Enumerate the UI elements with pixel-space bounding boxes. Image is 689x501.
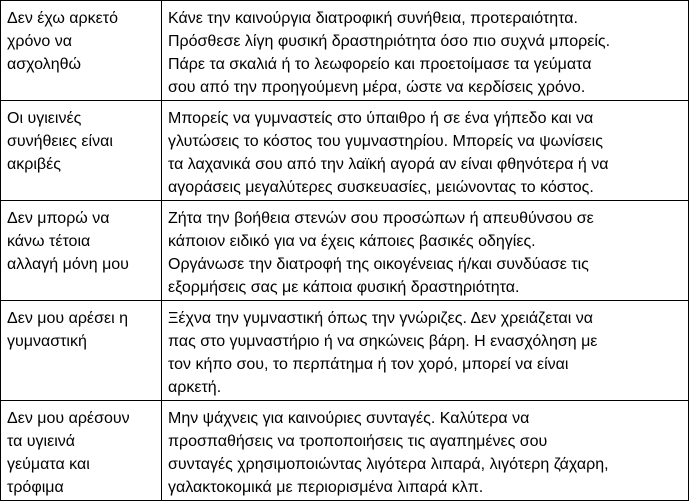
advice-line: γαλακτοκομικά με περιορισμένα λιπαρά κλπ. <box>168 479 484 496</box>
table-row <box>1 101 689 201</box>
advice-cell <box>162 101 689 201</box>
concern-line: τα υγιεινά <box>7 433 76 450</box>
advice-line: εξορμήσεις σας με κάποια φυσική δραστηριότητα. <box>168 279 520 296</box>
table-row <box>1 301 689 401</box>
advice-line: Οργάνωσε την διατροφή της οικογένειας ή/και συνδύασε τις <box>168 256 589 273</box>
advice-line: Πρόσθεσε λίγη φυσική δραστηριότητα όσο πιο συχνά μπορείς. <box>168 33 611 50</box>
concern-line: Δεν μου αρέσει η <box>7 310 128 327</box>
advice-line: Ξέχνα την γυμναστική όπως την γνώριζες. Δεν χρειάζεται να <box>168 310 593 327</box>
advice-line: προσπαθήσεις να τροποποιήσεις τις αγαπημένες σου <box>168 433 548 450</box>
concern-cell <box>1 201 162 301</box>
advice-cell <box>162 201 689 301</box>
concern-line: κάνω τέτοια <box>7 233 91 250</box>
concern-line: Οι υγιεινές <box>7 110 82 127</box>
advice-line: τα λαχανικά σου από την λαϊκή αγορά αν είναι φθηνότερα ή να <box>168 156 609 173</box>
advice-line: Πάρε τα σκαλιά ή το λεωφορείο και προετοίμασε τα γεύματα <box>168 56 592 73</box>
concern-line: ασχοληθώ <box>7 56 81 73</box>
concern-cell <box>1 101 162 201</box>
table-row <box>1 201 689 301</box>
concern-line: Δεν μπορώ να <box>7 210 110 227</box>
concern-cell <box>1 401 162 501</box>
advice-line: Ζήτα την βοήθεια στενών σου προσώπων ή απευθύνσου σε <box>168 210 594 227</box>
advice-line: πας στο γυμναστήριο ή να σηκώνεις βάρη. Η ενασχόληση με <box>168 333 598 350</box>
concern-line: αλλαγή μόνη μου <box>7 256 129 273</box>
advice-line: γλυτώσεις το κόστος του γυμναστηρίου. Μπορείς να ψωνίσεις <box>168 133 603 150</box>
advice-cell <box>162 401 689 501</box>
concern-line: τρόφιμα <box>7 479 64 496</box>
concern-line: γυμναστική <box>7 333 87 350</box>
advice-line: τον κήπο σου, το περπάτημα ή τον χορό, μπορεί να είναι <box>168 356 569 373</box>
concern-cell <box>1 1 162 101</box>
advice-line: Κάνε την καινούργια διατροφική συνήθεια, προτεραιότητα. <box>168 10 578 27</box>
advice-cell <box>162 1 689 101</box>
advice-line: Μην ψάχνεις για καινούριες συνταγές. Καλύτερα να <box>168 410 530 427</box>
advice-line: Μπορείς να γυμναστείς στο ύπαιθρο ή σε ένα γήπεδο και να <box>168 110 594 127</box>
table-row <box>1 1 689 101</box>
concern-line: Δεν μου αρέσουν <box>7 410 130 427</box>
advice-line: κάποιον ειδικό για να έχεις κάποιες βασικές οδηγίες. <box>168 233 536 250</box>
concern-line: Δεν έχω αρκετό <box>7 10 119 27</box>
table-row <box>1 401 689 501</box>
advice-cell <box>162 301 689 401</box>
concern-line: ακριβές <box>7 156 61 173</box>
concern-line: χρόνο να <box>7 33 72 50</box>
concern-line: συνήθειες είναι <box>7 133 113 150</box>
advice-line: αγοράσεις μεγαλύτερες συσκευασίες, μειώνοντας το κόστος. <box>168 179 594 196</box>
advice-line: σου από την προηγούμενη μέρα, ώστε να κερδίσεις χρόνο. <box>168 79 586 96</box>
advice-line: συνταγές χρησιμοποιώντας λιγότερα λιπαρά, λιγότερη ζάχαρη, <box>168 456 609 473</box>
concern-line: γεύματα και <box>7 456 90 473</box>
concern-cell <box>1 301 162 401</box>
advice-line: αρκετή. <box>168 379 222 396</box>
